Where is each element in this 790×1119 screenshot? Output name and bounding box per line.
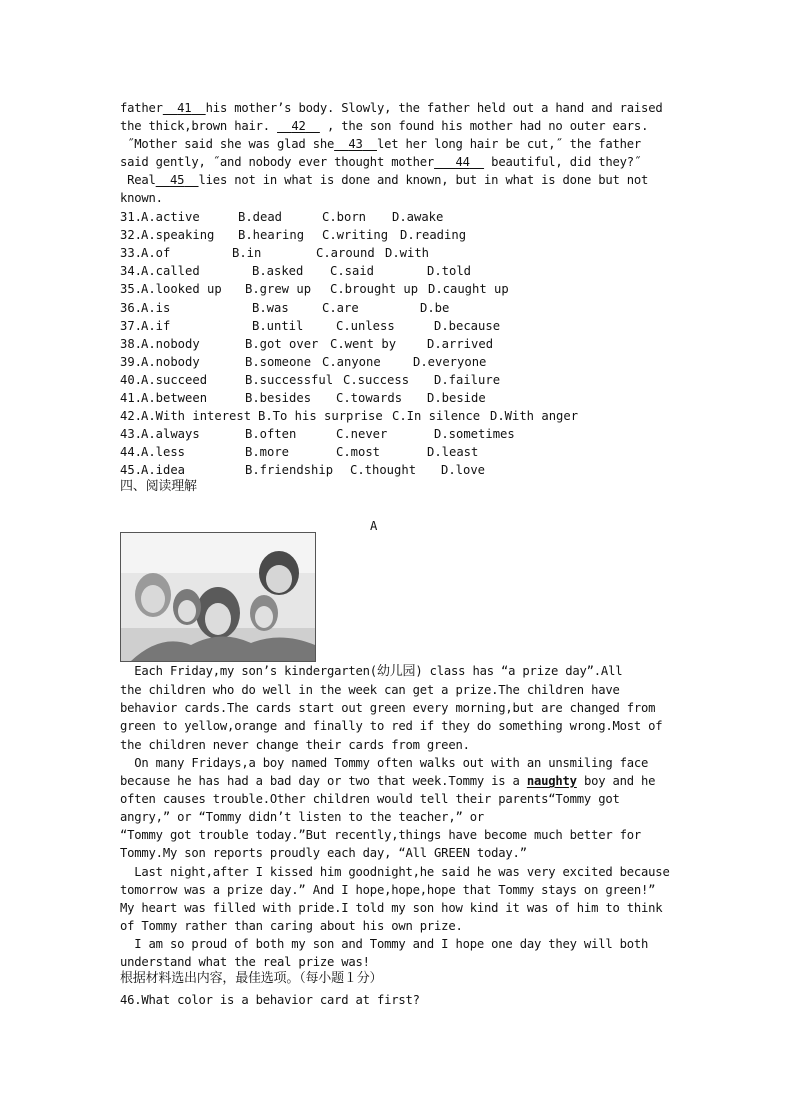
passage-line: the children who do well in the week can get a prize.The children have: [120, 683, 620, 697]
passage-label: A: [370, 519, 378, 533]
option-d: D.beside: [427, 391, 486, 405]
option-c: C.towards: [336, 391, 403, 405]
option-c: C.In silence: [392, 409, 481, 424]
question-number: 31.: [120, 210, 143, 224]
blank-45: 45: [169, 173, 185, 187]
option-d: D.sometimes: [434, 427, 515, 442]
passage-line: Real 45 lies not in what is done and known, but in what is done but not: [120, 173, 649, 187]
passage-line: Last night,after I kissed him goodnight,he said he was very excited because: [120, 865, 670, 879]
question-number: 40.: [120, 372, 143, 387]
option-c: C.around: [316, 246, 375, 261]
option-b: B.To his surprise: [258, 409, 383, 424]
passage-line: Each Friday,my son’s kindergarten(幼儿园) class has “a prize day”.All: [120, 664, 623, 679]
option-c: C.are: [322, 300, 359, 315]
option-d: D.arrived: [427, 336, 494, 351]
option-b: B.dead: [238, 210, 283, 224]
option-b: B.hearing: [238, 228, 305, 243]
option-d: D.told: [427, 264, 472, 279]
section-heading: 四、阅读理解: [120, 479, 197, 494]
option-d: D.because: [434, 318, 501, 333]
option-a: A.less: [141, 445, 186, 460]
option-a: A.nobody: [141, 354, 200, 369]
option-c: C.went by: [330, 336, 397, 351]
vocab-word: naughty: [526, 774, 577, 788]
passage-line: understand what the real prize was!: [120, 955, 370, 969]
option-a: A.if: [141, 318, 171, 333]
question-46: 46.What color is a behavior card at first?: [120, 993, 420, 1007]
option-a: A.of: [141, 246, 171, 261]
question-number: 44.: [120, 445, 143, 460]
passage-line: said gently, ˝and nobody ever thought mother 44 beautiful, did they?˝: [120, 155, 642, 169]
option-d: D.awake: [392, 210, 444, 224]
instruction: 根据材料选出内容，最佳选项。（每小题１分）: [120, 971, 383, 986]
option-b: B.besides: [245, 391, 312, 405]
passage-line: My heart was filled with pride.I told my son how kind it was of him to think: [120, 901, 663, 915]
option-c: C.said: [330, 264, 375, 279]
question-number: 37.: [120, 318, 143, 333]
children-photo: [120, 532, 316, 662]
option-b: B.someone: [245, 354, 312, 369]
option-a: A.speaking: [141, 228, 215, 243]
passage-line: Tommy.My son reports proudly each day, “All GREEN today.”: [120, 846, 527, 860]
passage-line: because he has had a bad day or two that week.Tommy is a naughty boy and he: [120, 774, 656, 788]
blank-43: 43: [348, 137, 363, 151]
option-b: B.friendship: [245, 463, 334, 478]
question-number: 42.: [120, 409, 143, 424]
option-b: B.often: [245, 427, 297, 442]
option-d: D.be: [420, 300, 450, 315]
option-a: A.always: [141, 427, 200, 442]
option-d: D.love: [441, 463, 486, 478]
option-a: A.succeed: [141, 372, 208, 387]
option-c: C.unless: [336, 318, 395, 333]
passage-line: often causes trouble.Other children would tell their parents“Tommy got: [120, 792, 620, 806]
option-b: B.got over: [245, 336, 319, 351]
passage-line: I am so proud of both my son and Tommy and I hope one day they will both: [120, 937, 649, 951]
option-d: D.with: [385, 246, 430, 261]
question-number: 38.: [120, 336, 143, 351]
option-a: A.With interest: [141, 409, 252, 424]
option-c: C.brought up: [330, 282, 419, 297]
option-c: C.thought: [350, 463, 417, 478]
children-photo-icon: [121, 533, 315, 661]
option-a: A.between: [141, 391, 208, 405]
option-c: C.born: [322, 210, 367, 224]
blank-41: 41: [177, 101, 192, 115]
passage-line: known.: [120, 191, 163, 205]
question-number: 32.: [120, 228, 143, 243]
option-b: B.more: [245, 445, 290, 460]
option-b: B.in: [232, 246, 262, 261]
option-b: B.grew up: [245, 282, 312, 297]
option-a: A.looked up: [141, 282, 222, 297]
option-b: B.successful: [245, 372, 334, 387]
option-d: D.With anger: [490, 409, 579, 424]
option-b: B.was: [252, 300, 289, 315]
option-c: C.never: [336, 427, 388, 442]
option-a: A.idea: [141, 463, 186, 478]
question-number: 39.: [120, 354, 143, 369]
option-a: A.is: [141, 300, 171, 315]
blank-42: 42: [291, 119, 306, 133]
question-number: 33.: [120, 246, 143, 261]
passage-line: the children never change their cards from green.: [120, 738, 470, 752]
question-number: 36.: [120, 300, 143, 315]
option-d: D.everyone: [413, 354, 487, 369]
option-c: C.most: [336, 445, 381, 460]
option-d: D.reading: [400, 228, 467, 243]
passage-line: father 41 his mother’s body. Slowly, the father held out a hand and raised: [120, 101, 663, 115]
question-number: 41.: [120, 391, 143, 405]
passage-line: angry,” or “Tommy didn’t listen to the teacher,” or: [120, 810, 485, 824]
passage-line: tomorrow was a prize day.” And I hope,hope,hope that Tommy stays on green!”: [120, 883, 656, 897]
option-a: A.called: [141, 264, 200, 279]
option-c: C.writing: [322, 228, 389, 243]
passage-line: green to yellow,orange and finally to red if they do something wrong.Most of: [120, 719, 663, 733]
passage-line: “Tommy got trouble today.”But recently,things have become much better for: [120, 828, 642, 842]
option-b: B.until: [252, 318, 304, 333]
question-number: 43.: [120, 427, 143, 442]
option-d: D.least: [427, 445, 479, 460]
question-number: 34.: [120, 264, 143, 279]
passage-line: the thick,brown hair. 42 , the son found his mother had no outer ears.: [120, 119, 649, 133]
option-b: B.asked: [252, 264, 304, 279]
option-c: C.anyone: [322, 354, 381, 369]
passage-line: of Tommy rather than caring about his own prize.: [120, 919, 463, 933]
option-a: A.active: [141, 210, 200, 224]
question-number: 45.: [120, 463, 143, 478]
option-c: C.success: [343, 372, 410, 387]
option-d: D.caught up: [428, 282, 509, 297]
question-number: 35.: [120, 282, 143, 297]
passage-line: ˝Mother said she was glad she 43 let her long hair be cut,˝ the father: [120, 137, 642, 151]
passage-line: behavior cards.The cards start out green every morning,but are changed from: [120, 701, 656, 715]
passage-line: On many Fridays,a boy named Tommy often walks out with an unsmiling face: [120, 756, 649, 770]
blank-44: 44: [455, 155, 470, 169]
option-a: A.nobody: [141, 336, 200, 351]
option-d: D.failure: [434, 372, 501, 387]
